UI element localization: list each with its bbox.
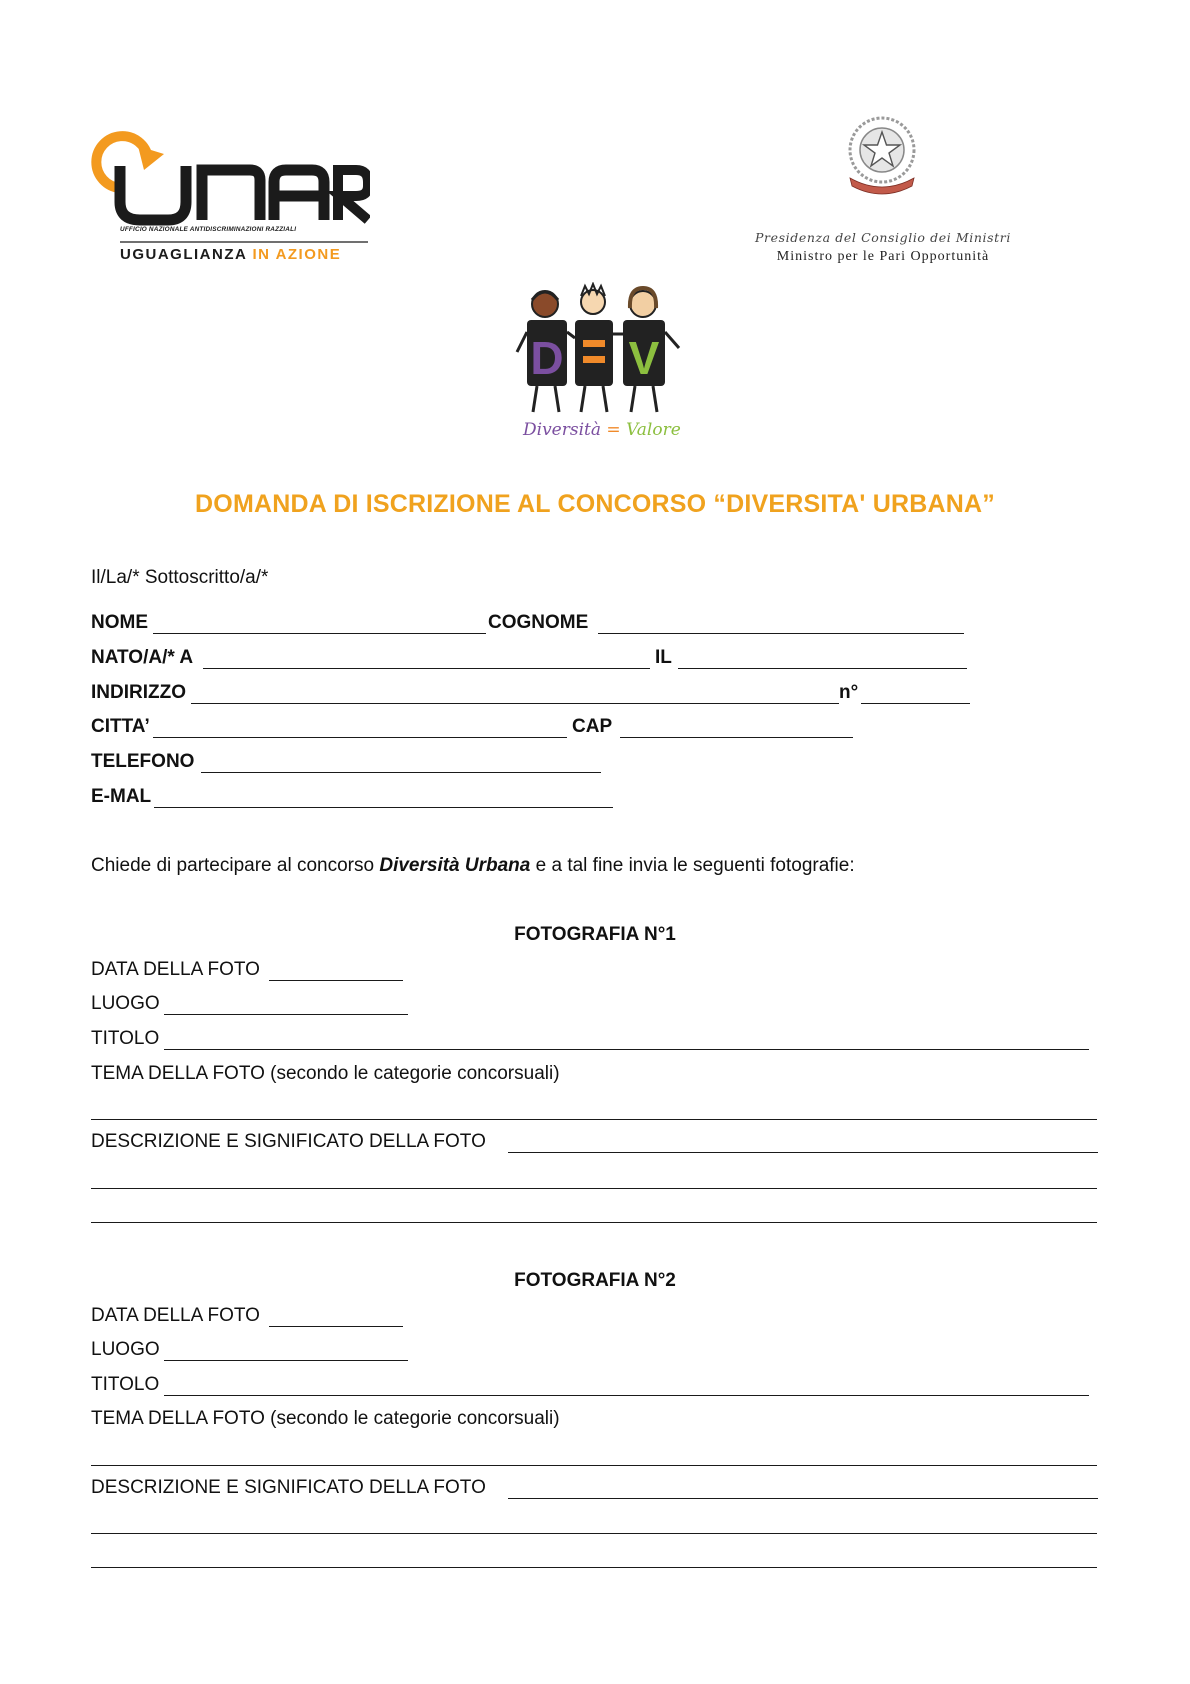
field-indirizzo[interactable] <box>191 703 839 704</box>
photo-1-heading: FOTOGRAFIA N°1 <box>514 924 676 945</box>
diversita-valore-logo <box>515 282 685 447</box>
photo-2-label-titolo: TITOLO <box>91 1374 160 1395</box>
label-indirizzo: INDIRIZZO <box>91 682 186 703</box>
unar-logo-graphic <box>90 130 370 265</box>
form-title: DOMANDA DI ISCRIZIONE AL CONCORSO “DIVERSITA' URBANA” <box>195 490 995 518</box>
minister-line-2: Ministro per le Pari Opportunità <box>776 249 990 264</box>
republic-emblem <box>842 112 922 198</box>
photo-2-label-data: DATA DELLA FOTO <box>91 1305 260 1326</box>
request-text <box>91 855 855 877</box>
dv-caption-eq: = <box>606 420 621 440</box>
photo-1-field-descrizione-line-2[interactable] <box>91 1188 1097 1189</box>
label-citta: CITTA’ <box>91 716 150 737</box>
label-numero: n° <box>839 682 859 703</box>
photo-1-field-luogo[interactable] <box>164 1014 408 1015</box>
label-nato: NATO/A/* A <box>91 647 194 668</box>
photo-1-field-data[interactable] <box>269 980 403 981</box>
photo-2-field-data[interactable] <box>269 1326 403 1327</box>
dv-caption-b: Valore <box>626 420 681 440</box>
request-contest-name: Diversità Urbana <box>379 855 531 876</box>
dv-caption <box>523 420 681 440</box>
photo-1-label-data: DATA DELLA FOTO <box>91 959 260 980</box>
photo-2-label-luogo: LUOGO <box>91 1339 160 1360</box>
label-cognome: COGNOME <box>488 612 589 633</box>
minister-line-1: Presidenza del Consiglio dei Ministri <box>755 230 1011 245</box>
unar-tagline <box>120 246 341 263</box>
emblem-graphic <box>842 112 922 198</box>
request-text-a: Chiede di partecipare al concorso <box>91 855 380 876</box>
photo-1-label-titolo: TITOLO <box>91 1028 160 1049</box>
field-numero[interactable] <box>861 703 970 704</box>
label-il: IL <box>655 647 672 668</box>
field-nome[interactable] <box>153 633 486 634</box>
photo-2-field-descrizione-line-3[interactable] <box>91 1567 1097 1568</box>
field-il[interactable] <box>678 668 967 669</box>
photo-1-field-descrizione-line-3[interactable] <box>91 1222 1097 1223</box>
photo-2-field-descrizione[interactable] <box>508 1498 1098 1499</box>
photo-2-field-descrizione-line-2[interactable] <box>91 1533 1097 1534</box>
photo-1-label-tema: TEMA DELLA FOTO (secondo le categorie concorsuali) <box>91 1063 560 1084</box>
label-email: E-MAL <box>91 786 152 807</box>
field-email[interactable] <box>154 807 613 808</box>
photo-1-field-descrizione[interactable] <box>508 1152 1098 1153</box>
label-telefono: TELEFONO <box>91 751 195 772</box>
photo-2-field-tema[interactable] <box>91 1465 1097 1466</box>
request-text-c: e a tal fine invia le seguenti fotografie: <box>530 855 855 876</box>
label-cap: CAP <box>572 716 613 737</box>
dv-letter-d: D <box>530 332 564 384</box>
photo-1-field-tema[interactable] <box>91 1119 1097 1120</box>
dv-figures <box>515 282 685 422</box>
photo-2-heading: FOTOGRAFIA N°2 <box>514 1270 676 1291</box>
photo-2-label-tema: TEMA DELLA FOTO (secondo le categorie concorsuali) <box>91 1408 560 1429</box>
photo-2-label-descrizione: DESCRIZIONE E SIGNIFICATO DELLA FOTO <box>91 1477 486 1498</box>
intro-text: Il/La/* Sottoscritto/a/* <box>91 567 269 588</box>
photo-2-field-titolo[interactable] <box>164 1395 1089 1396</box>
photo-1-field-titolo[interactable] <box>164 1049 1089 1050</box>
field-cognome[interactable] <box>598 633 964 634</box>
photo-1-label-luogo: LUOGO <box>91 993 160 1014</box>
field-nato[interactable] <box>203 668 650 669</box>
field-citta[interactable] <box>153 737 567 738</box>
unar-tagline-b: IN AZIONE <box>252 246 342 263</box>
unar-tagline-a: UGUAGLIANZA <box>120 246 247 263</box>
photo-1-label-descrizione: DESCRIZIONE E SIGNIFICATO DELLA FOTO <box>91 1131 486 1152</box>
field-cap[interactable] <box>620 737 853 738</box>
unar-subtitle: UFFICIO NAZIONALE ANTIDISCRIMINAZIONI RAZZIALI <box>120 226 297 233</box>
photo-2-field-luogo[interactable] <box>164 1360 408 1361</box>
minister-heading <box>748 230 1018 265</box>
unar-logo <box>90 130 370 265</box>
dv-letter-v: V <box>628 332 660 384</box>
label-nome: NOME <box>91 612 148 633</box>
dv-caption-a: Diversità <box>523 420 601 440</box>
field-telefono[interactable] <box>201 772 601 773</box>
